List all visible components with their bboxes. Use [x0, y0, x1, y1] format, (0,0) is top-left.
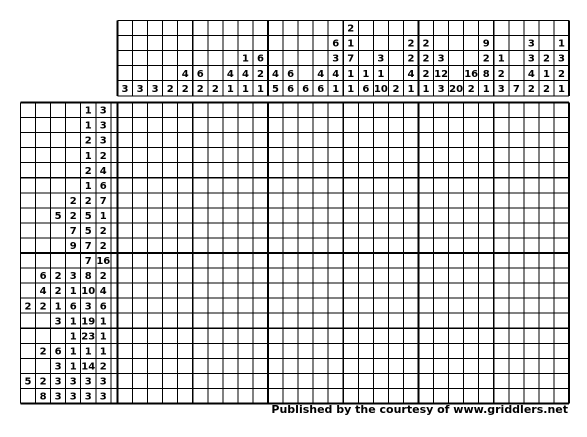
row-clue-number: 6 — [69, 301, 77, 313]
column-clue-number: 6 — [317, 83, 325, 95]
row-clue-number: 1 — [84, 105, 92, 117]
column-clue-number: 2 — [392, 83, 400, 95]
row-clue-number: 7 — [69, 226, 77, 238]
column-clue-number: 10 — [373, 83, 388, 95]
column-clue-number: 1 — [347, 68, 355, 80]
column-clue-number: 2 — [497, 68, 505, 80]
row-clue-number: 3 — [54, 391, 62, 403]
row-clue-number: 4 — [99, 286, 107, 298]
puzzle-grid[interactable] — [118, 103, 570, 404]
column-clue-number: 3 — [151, 83, 159, 95]
row-clue-number: 2 — [84, 195, 92, 207]
row-clue-number: 3 — [69, 376, 77, 388]
column-clue-number: 2 — [181, 83, 189, 95]
row-clue-number: 2 — [99, 361, 107, 373]
row-clue-number: 7 — [84, 241, 92, 253]
row-clue-number: 2 — [84, 135, 92, 147]
column-clue-number: 2 — [467, 83, 475, 95]
column-clue-number: 7 — [512, 83, 520, 95]
row-clue-number: 3 — [99, 391, 107, 403]
column-clue-number: 4 — [407, 68, 415, 80]
row-clue-number: 5 — [84, 210, 92, 222]
column-clue-number: 1 — [347, 38, 355, 50]
row-clue-number: 2 — [39, 376, 47, 388]
row-clue-number: 1 — [69, 316, 77, 328]
column-clue-number: 2 — [542, 83, 550, 95]
row-clue-number: 3 — [69, 271, 77, 283]
row-clue-number: 4 — [39, 286, 47, 298]
column-clue-number: 2 — [256, 68, 264, 80]
column-clue-number: 4 — [317, 68, 325, 80]
row-clue-number: 6 — [54, 346, 62, 358]
column-clue-number: 1 — [407, 83, 415, 95]
column-clue-number: 1 — [256, 83, 264, 95]
row-clue-number: 1 — [69, 346, 77, 358]
row-clue-number: 1 — [84, 180, 92, 192]
row-clue-number: 5 — [84, 226, 92, 238]
row-clue-number: 2 — [39, 346, 47, 358]
row-clue-number: 2 — [99, 241, 107, 253]
column-clue-number: 6 — [287, 83, 295, 95]
column-clues-area — [118, 21, 570, 96]
row-clues-area — [21, 103, 118, 404]
column-clue-number: 1 — [557, 38, 565, 50]
row-clue-number: 23 — [81, 331, 96, 343]
column-clue-number: 1 — [557, 83, 565, 95]
row-clue-number: 8 — [39, 391, 47, 403]
column-clue-number: 3 — [121, 83, 129, 95]
row-clue-number: 2 — [69, 210, 77, 222]
row-clue-number: 3 — [99, 135, 107, 147]
row-clue-number: 1 — [84, 346, 92, 358]
column-clue-number: 1 — [226, 83, 234, 95]
row-clue-number: 3 — [99, 105, 107, 117]
row-clue-number: 6 — [39, 271, 47, 283]
row-clue-number: 2 — [84, 165, 92, 177]
column-clue-number: 6 — [256, 53, 264, 65]
column-clue-number: 1 — [542, 68, 550, 80]
row-clue-number: 3 — [54, 376, 62, 388]
row-clue-number: 2 — [54, 286, 62, 298]
row-clue-number: 19 — [81, 316, 96, 328]
row-clue-number: 2 — [54, 271, 62, 283]
row-clue-number: 2 — [24, 301, 32, 313]
column-clue-number: 2 — [407, 38, 415, 50]
column-clue-number: 4 — [226, 68, 234, 80]
column-clue-number: 6 — [332, 38, 340, 50]
column-clue-number: 3 — [527, 53, 535, 65]
column-clue-number: 6 — [362, 83, 370, 95]
column-clue-number: 2 — [211, 83, 219, 95]
row-clue-number: 6 — [99, 180, 107, 192]
column-clue-number: 3 — [332, 53, 340, 65]
column-clue-number: 6 — [196, 68, 204, 80]
column-clue-number: 8 — [482, 68, 490, 80]
row-clue-number: 3 — [69, 391, 77, 403]
row-clue-number: 2 — [39, 301, 47, 313]
row-clue-number: 10 — [81, 286, 96, 298]
column-clue-number: 3 — [527, 38, 535, 50]
row-clue-number: 3 — [54, 361, 62, 373]
column-clue-number: 5 — [272, 83, 280, 95]
column-clue-number: 7 — [347, 53, 355, 65]
row-clue-number: 1 — [54, 301, 62, 313]
row-clue-number: 5 — [24, 376, 32, 388]
column-clue-number: 3 — [437, 83, 445, 95]
column-clue-number: 16 — [464, 68, 479, 80]
column-clue-number: 4 — [272, 68, 280, 80]
row-clue-number: 3 — [84, 391, 92, 403]
row-clue-number: 1 — [84, 150, 92, 162]
row-clue-number: 3 — [99, 376, 107, 388]
column-clue-number: 3 — [136, 83, 144, 95]
row-clue-number: 1 — [99, 210, 107, 222]
column-clue-number: 4 — [181, 68, 189, 80]
row-clue-number: 6 — [99, 301, 107, 313]
row-clue-number: 1 — [99, 331, 107, 343]
column-clue-number: 1 — [377, 68, 385, 80]
column-clue-number: 2 — [166, 83, 174, 95]
row-clue-number: 14 — [81, 361, 96, 373]
row-clue-number: 3 — [84, 376, 92, 388]
column-clue-number: 1 — [422, 83, 430, 95]
column-clue-number: 9 — [482, 38, 490, 50]
row-clue-number: 2 — [99, 271, 107, 283]
column-clue-number: 1 — [497, 53, 505, 65]
row-clue-number: 3 — [99, 120, 107, 132]
column-clue-number: 20 — [449, 83, 464, 95]
row-clue-number: 9 — [69, 241, 77, 253]
row-clue-number: 1 — [99, 316, 107, 328]
column-clue-number: 1 — [241, 83, 249, 95]
row-clue-number: 2 — [99, 150, 107, 162]
column-clue-number: 1 — [241, 53, 249, 65]
column-clue-number: 2 — [542, 53, 550, 65]
column-clue-number: 12 — [434, 68, 449, 80]
row-clue-number: 2 — [69, 195, 77, 207]
column-clue-number: 3 — [377, 53, 385, 65]
column-clue-number: 3 — [557, 53, 565, 65]
row-clue-number: 1 — [69, 361, 77, 373]
column-clue-number: 2 — [347, 23, 355, 35]
column-clue-number: 4 — [332, 68, 340, 80]
row-clue-number: 7 — [84, 256, 92, 268]
column-clue-number: 1 — [332, 83, 340, 95]
row-clue-number: 8 — [84, 271, 92, 283]
column-clue-number: 3 — [497, 83, 505, 95]
column-clue-number: 3 — [437, 53, 445, 65]
credit-text: Published by the courtesy of www.griddlers.net — [271, 403, 568, 416]
column-clue-number: 6 — [287, 68, 295, 80]
column-clue-number: 2 — [422, 53, 430, 65]
column-clue-number: 1 — [362, 68, 370, 80]
column-clue-number: 2 — [407, 53, 415, 65]
row-clue-number: 1 — [69, 331, 77, 343]
row-clue-number: 7 — [99, 195, 107, 207]
column-clue-number: 2 — [482, 53, 490, 65]
column-clue-number: 2 — [527, 83, 535, 95]
row-clue-number: 1 — [84, 120, 92, 132]
column-clue-number: 4 — [527, 68, 535, 80]
row-clue-number: 4 — [99, 165, 107, 177]
column-clue-number: 1 — [482, 83, 490, 95]
column-clue-number: 2 — [422, 68, 430, 80]
row-clue-number: 3 — [84, 301, 92, 313]
column-clue-number: 2 — [422, 38, 430, 50]
column-clue-number: 2 — [557, 68, 565, 80]
row-clue-number: 1 — [69, 286, 77, 298]
column-clue-number: 2 — [196, 83, 204, 95]
column-clue-number: 4 — [241, 68, 249, 80]
row-clue-number: 1 — [99, 346, 107, 358]
row-clue-number: 2 — [99, 226, 107, 238]
row-clue-number: 3 — [54, 316, 62, 328]
row-clue-number: 16 — [96, 256, 111, 268]
row-clue-number: 5 — [54, 210, 62, 222]
column-clue-number: 6 — [302, 83, 310, 95]
column-clue-number: 1 — [347, 83, 355, 95]
